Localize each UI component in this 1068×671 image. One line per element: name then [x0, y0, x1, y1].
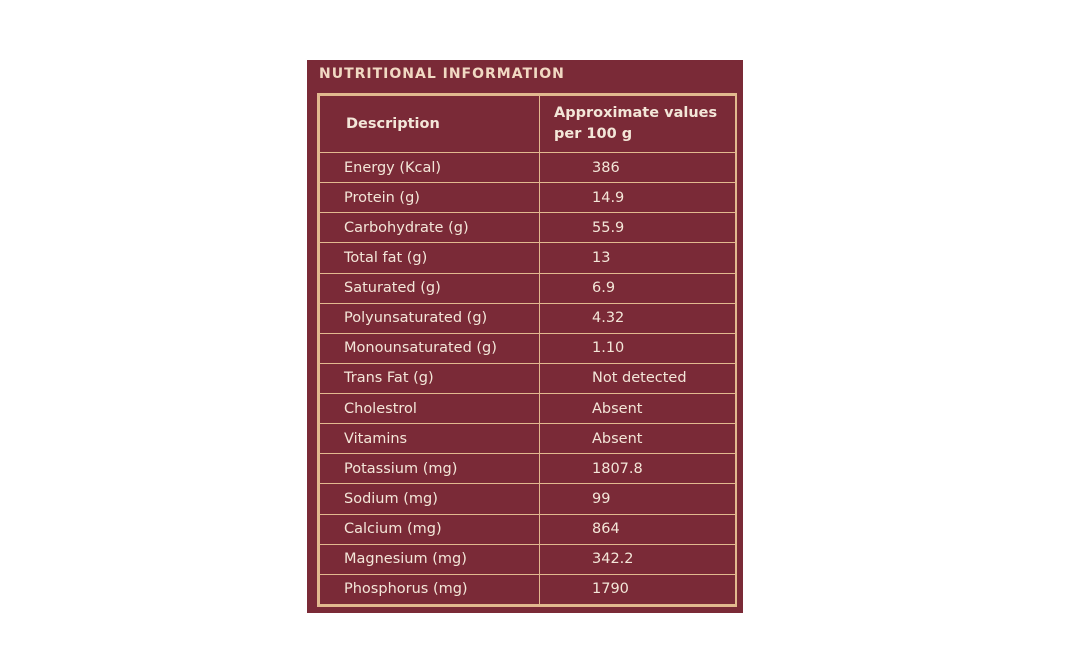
row-description: Polyunsaturated (g): [320, 303, 540, 333]
row-description: Potassium (mg): [320, 454, 540, 484]
row-description: Monounsaturated (g): [320, 333, 540, 363]
table-row: [320, 243, 736, 273]
row-description: Calcium (mg): [320, 514, 540, 544]
row-value: 4.32: [540, 303, 736, 333]
table-row: [320, 153, 736, 183]
table-row: [320, 394, 736, 424]
row-description: Cholestrol: [320, 394, 540, 424]
table-row: [320, 363, 736, 393]
header-description: Description: [320, 96, 540, 153]
row-value: 1790: [540, 574, 736, 604]
panel-title: NUTRITIONAL INFORMATION: [319, 66, 565, 82]
table-row: [320, 544, 736, 574]
nutrition-table: [319, 95, 736, 605]
table-row: [320, 514, 736, 544]
row-value: 864: [540, 514, 736, 544]
table-header-row: [320, 96, 736, 153]
row-value: 14.9: [540, 183, 736, 213]
row-value: 55.9: [540, 213, 736, 243]
table-row: [320, 273, 736, 303]
row-description: Vitamins: [320, 424, 540, 454]
table-row: [320, 424, 736, 454]
row-description: Trans Fat (g): [320, 363, 540, 393]
row-description: Carbohydrate (g): [320, 213, 540, 243]
nutrition-panel: [307, 60, 743, 613]
row-value: 13: [540, 243, 736, 273]
table-row: [320, 333, 736, 363]
table-body: [320, 153, 736, 605]
row-description: Saturated (g): [320, 273, 540, 303]
row-description: Phosphorus (mg): [320, 574, 540, 604]
row-description: Sodium (mg): [320, 484, 540, 514]
row-value: Not detected: [540, 363, 736, 393]
table-row: [320, 454, 736, 484]
row-description: Energy (Kcal): [320, 153, 540, 183]
header-values: Approximate values per 100 g: [540, 96, 736, 153]
row-description: Protein (g): [320, 183, 540, 213]
nutrition-table-frame: [317, 93, 737, 607]
row-value: 1.10: [540, 333, 736, 363]
row-value: Absent: [540, 394, 736, 424]
table-row: [320, 484, 736, 514]
row-value: Absent: [540, 424, 736, 454]
row-value: 342.2: [540, 544, 736, 574]
row-value: 99: [540, 484, 736, 514]
row-value: 1807.8: [540, 454, 736, 484]
table-row: [320, 183, 736, 213]
row-description: Total fat (g): [320, 243, 540, 273]
row-value: 6.9: [540, 273, 736, 303]
row-value: 386: [540, 153, 736, 183]
row-description: Magnesium (mg): [320, 544, 540, 574]
table-row: [320, 303, 736, 333]
table-row: [320, 574, 736, 604]
table-row: [320, 213, 736, 243]
